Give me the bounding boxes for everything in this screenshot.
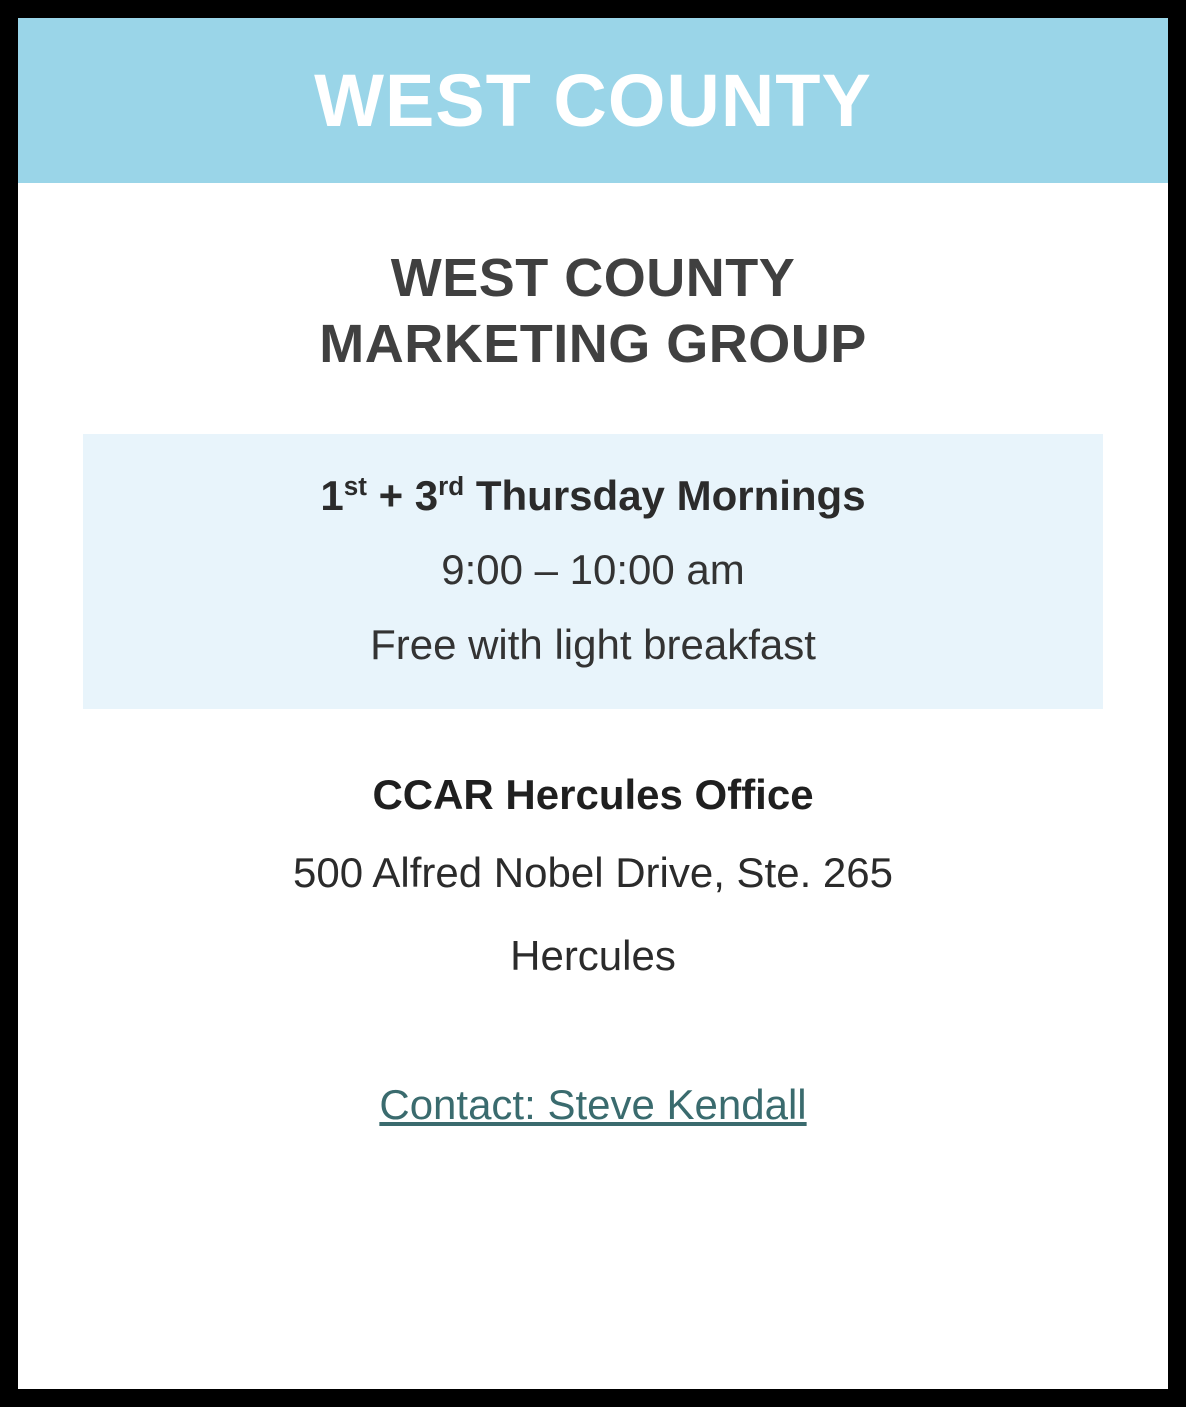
- meeting-details-box: [83, 434, 1103, 710]
- group-title-line2: MARKETING GROUP: [319, 314, 867, 375]
- schedule-second-ordinal: rd: [438, 470, 465, 501]
- schedule-separator: + 3: [366, 471, 439, 519]
- meeting-schedule: [83, 470, 1103, 523]
- schedule-day: Thursday Mornings: [464, 471, 866, 519]
- card-body: [18, 183, 1168, 1389]
- schedule-first-number: 1: [320, 471, 344, 519]
- banner-title: WEST COUNTY: [314, 58, 872, 142]
- event-card: [18, 18, 1168, 1389]
- meeting-cost: Free with light breakfast: [370, 620, 816, 668]
- schedule-first-ordinal: st: [343, 470, 367, 501]
- contact-link[interactable]: Contact: Steve Kendall: [379, 1080, 807, 1128]
- meeting-time: 9:00 – 10:00 am: [441, 546, 745, 594]
- venue-address: 500 Alfred Nobel Drive, Ste. 265: [292, 849, 894, 897]
- venue-name: CCAR Hercules Office: [372, 771, 814, 819]
- page-title: [319, 245, 867, 378]
- venue-city: Hercules: [510, 932, 676, 979]
- group-title-line1: WEST COUNTY: [390, 248, 796, 308]
- card-banner: [18, 18, 1168, 183]
